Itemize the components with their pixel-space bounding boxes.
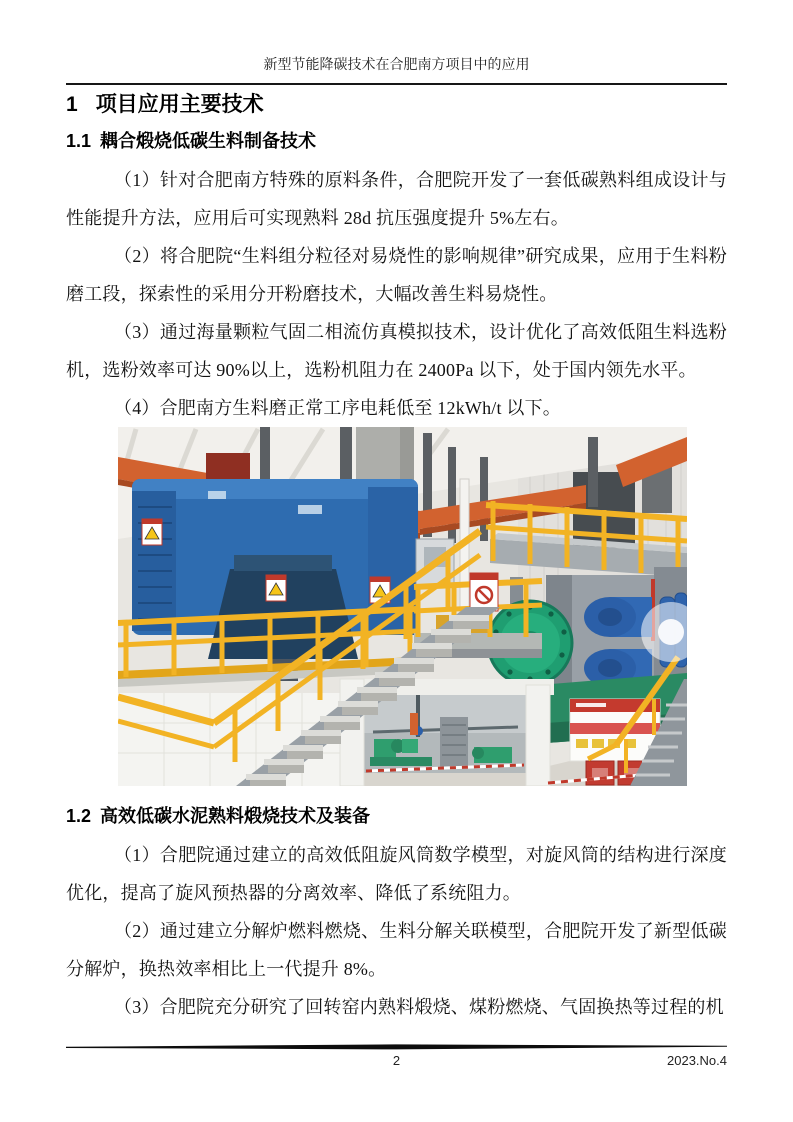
section-1-1-heading [66,127,727,155]
footer-issue: 2023.No.4 [667,1053,727,1068]
section-title: 耦合煅烧低碳生料制备技术 [100,131,317,151]
page-footer [66,1044,727,1068]
crane-hoist [206,453,250,481]
footer-rule [66,1044,727,1050]
section-1-heading [66,90,727,120]
paragraph: （2）将合肥院“生料组分粒径对易烧性的影响规律”研究成果，应用于生料粉磨工段，探索性的采用分开粉磨技术，大幅改善生料易烧性。 [66,246,727,304]
paragraph: （1）合肥院通过建立的高效低阻旋风筒数学模型，对旋风筒的结构进行深度优化，提高了旋风预热器的分离效率、降低了系统阻力。 [66,845,727,903]
no-touch-sign-icon [470,573,498,611]
paragraph: （4）合肥南方生料磨正常工序电耗低至 12kWh/t 以下。 [114,398,561,418]
section-number: 1.1 [66,131,92,151]
running-header-title: 新型节能降碳技术在合肥南方项目中的应用 [66,56,727,85]
section-title: 高效低碳水泥熟料煅烧技术及装备 [100,806,371,826]
paragraph: （2）通过建立分解炉燃料燃烧、生料分解关联模型，合肥院开发了新型低碳分解炉，换热效率相比上一代提升 8%。 [66,921,727,979]
footer-page-number: 2 [392,1053,401,1068]
section-number: 1.2 [66,806,92,826]
section-title: 项目应用主要技术 [95,93,264,116]
section-1-2-heading [66,802,727,830]
page-body [66,90,727,1026]
equipment-photo [118,427,687,786]
section-number: 1 [66,93,78,116]
paragraph: （1）针对合肥南方特殊的原料条件，合肥院开发了一套低碳熟料组成设计与性能提升方法，应用后可实现熟料 28d 抗压强度提升 5%左右。 [66,170,727,228]
paragraph: （3）通过海量颗粒气固二相流仿真模拟技术，设计优化了高效低阻生料选粉机，选粉效率可达 90%以上，选粉机阻力在 2400Pa 以下，处于国内领先水平。 [66,322,727,380]
paragraph: （3）合肥院充分研究了回转窑内熟料煅烧、煤粉燃烧、气固换热等过程的机 [114,997,724,1017]
